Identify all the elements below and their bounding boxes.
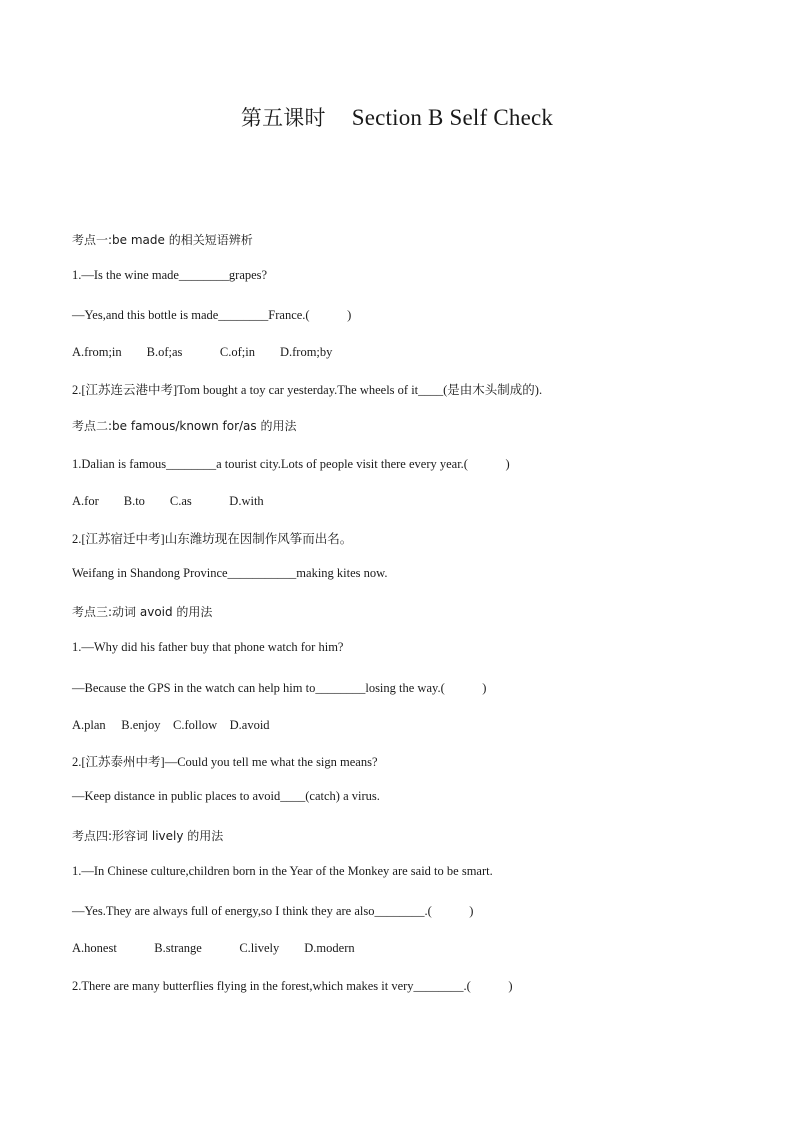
question-text: 1.Dalian is famous________a tourist city.Lots of people visit there every year.( ) [72, 457, 510, 471]
question-text: 1.—Is the wine made________grapes? [72, 268, 268, 282]
answer-options: A.honest B.strange C.lively D.modern [72, 941, 355, 955]
lesson-number: 第五课时 [240, 106, 326, 130]
question-text: 2.[江苏泰州中考]—Could you tell me what the sign means? [72, 755, 378, 769]
question-text: 2.[江苏宿迁中考]山东潍坊现在因制作风筝而出名。 [72, 532, 353, 546]
answer-options: A.from;in B.of;as C.of;in D.from;by [72, 345, 333, 359]
question-text: 2.[江苏连云港中考]Tom bought a toy car yesterday.The wheels of it____(是由木头制成的). [72, 383, 543, 397]
answer-options: A.plan B.enjoy C.follow D.avoid [72, 718, 270, 732]
question-text: 2.There are many butterflies flying in the forest,which makes it very________.( ) [72, 979, 513, 993]
question-text: —Yes,and this bottle is made________France.( ) [72, 308, 352, 322]
section-heading-2: 考点二:be famous/known for/as 的用法 [72, 419, 297, 433]
answer-options: A.for B.to C.as D.with [72, 494, 264, 508]
question-text: —Because the GPS in the watch can help him to________losing the way.( ) [72, 681, 487, 695]
page-title [0, 102, 794, 132]
question-text: 1.—Why did his father buy that phone watch for him? [72, 640, 344, 654]
question-text: —Yes.They are always full of energy,so I think they are also________.( ) [72, 904, 474, 918]
question-text: Weifang in Shandong Province___________making kites now. [72, 566, 388, 580]
question-text: 1.—In Chinese culture,children born in the Year of the Monkey are said to be smart. [72, 864, 493, 878]
section-heading-1: 考点一:be made 的相关短语辨析 [72, 233, 253, 247]
section-heading-4: 考点四:形容词 lively 的用法 [72, 829, 224, 843]
section-heading-3: 考点三:动词 avoid 的用法 [72, 605, 213, 619]
question-text: —Keep distance in public places to avoid____(catch) a virus. [72, 789, 380, 803]
section-title: Section B Self Check [351, 105, 554, 130]
